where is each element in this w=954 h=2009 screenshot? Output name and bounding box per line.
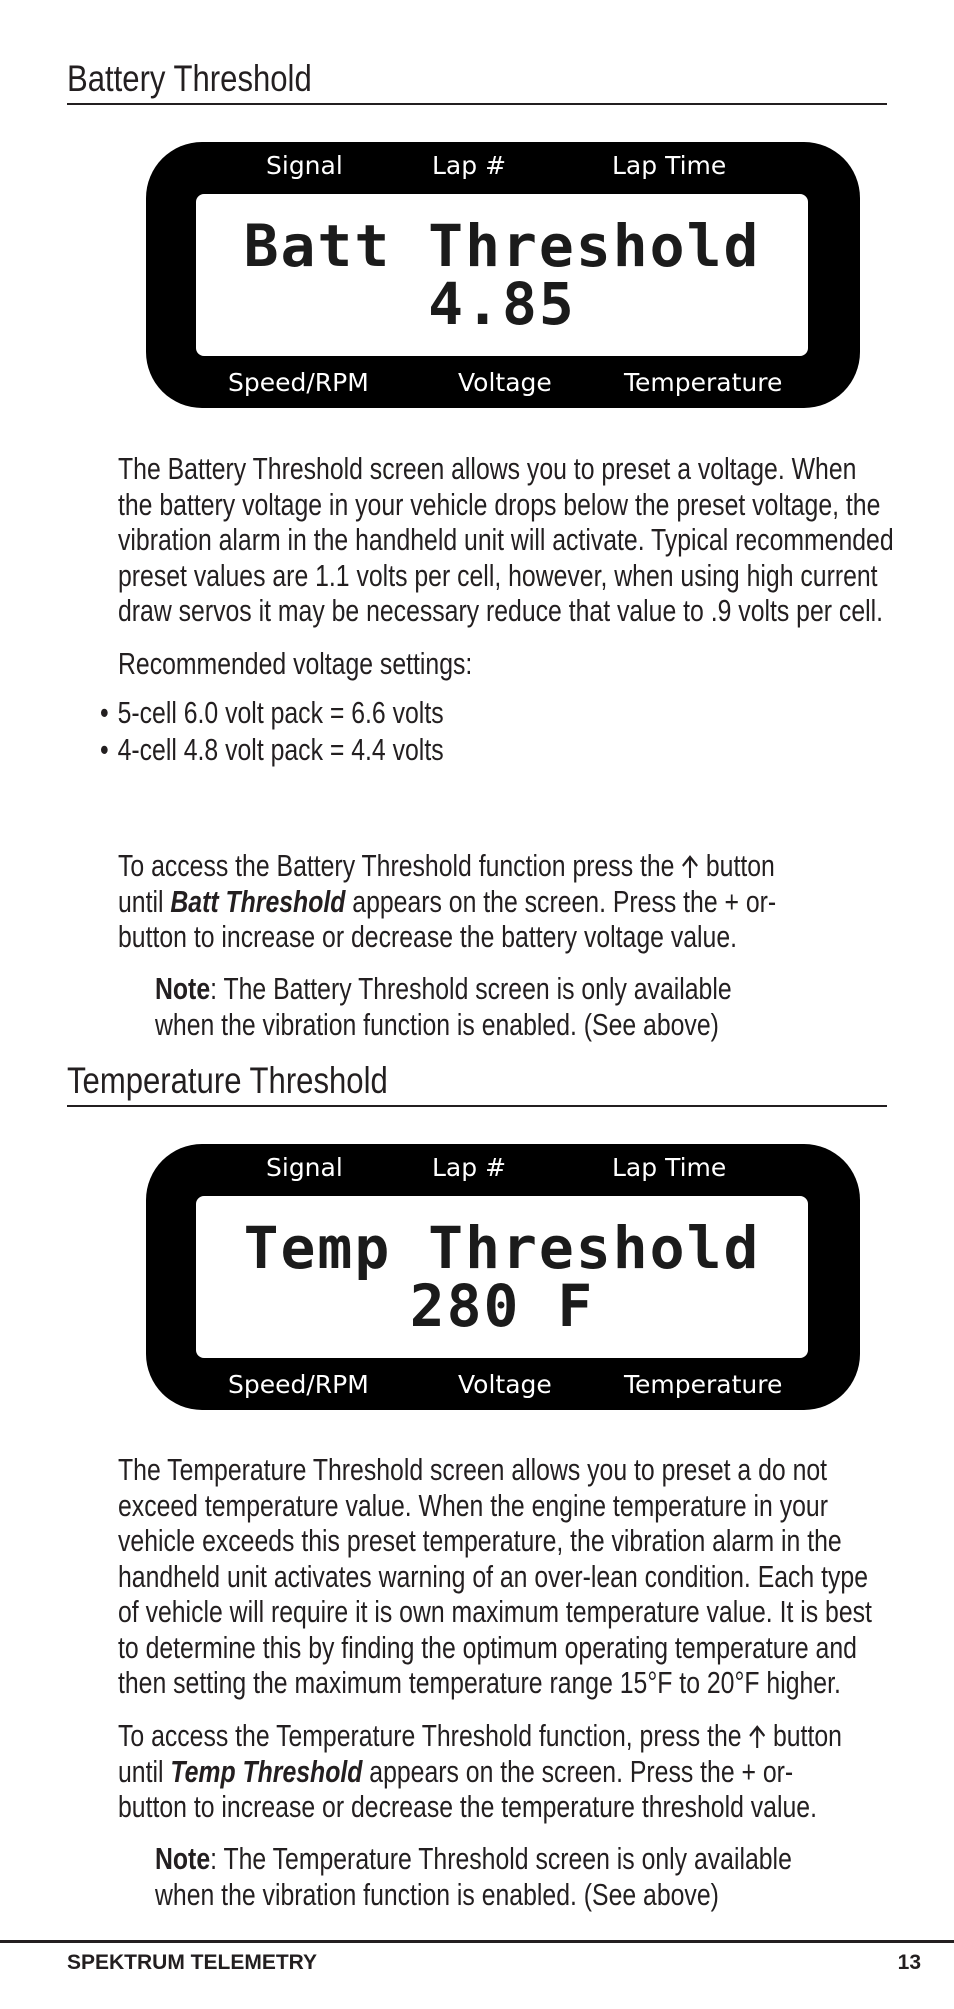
lcd-line-1: Batt Threshold <box>243 212 761 280</box>
text-segment: : The Battery Threshold screen is only available <box>210 971 732 1006</box>
lcd-label-speed-rpm: Speed/RPM <box>228 1370 369 1399</box>
lcd-label-temperature: Temperature <box>624 1370 783 1399</box>
temperature-note <box>155 1841 875 1912</box>
text-line: of vehicle will require it is own maximum temperature value. It is best <box>118 1594 872 1629</box>
lcd-label-lap-number: Lap # <box>432 151 507 180</box>
list-item <box>100 694 444 731</box>
text-line: when the vibration function is enabled. (See above) <box>155 1006 719 1042</box>
text-line: button to increase or decrease the battery voltage value. <box>118 919 738 954</box>
list-item-text: 5-cell 6.0 volt pack = 6.6 volts <box>117 695 444 730</box>
text-line <box>118 848 838 884</box>
recommended-settings-label: Recommended voltage settings: <box>118 646 473 681</box>
text-line: then setting the maximum temperature range 15°F to 20°F higher. <box>118 1665 841 1700</box>
text-line: to determine this by finding the optimum operating temperature and <box>118 1629 857 1665</box>
text-segment: button <box>772 1718 842 1753</box>
text-line: exceed temperature value. When the engine temperature in your <box>118 1487 828 1523</box>
text-line <box>118 1754 838 1790</box>
battery-description <box>118 451 894 629</box>
lcd-label-lap-time: Lap Time <box>612 151 727 180</box>
text-segment: appears on the screen. Press the + or- <box>369 1753 794 1789</box>
text-line: The Temperature Threshold screen allows you to preset a do not <box>118 1452 828 1487</box>
text-line: button to increase or decrease the temperature threshold value. <box>118 1789 817 1824</box>
footer-title: SPEKTRUM TELEMETRY <box>67 1951 318 1974</box>
text-line: when the vibration function is enabled. (See above) <box>155 1876 719 1912</box>
page-number: 13 <box>897 1951 921 1974</box>
lcd-line-2: 280 F <box>409 1272 595 1340</box>
text-segment: : The Temperature Threshold screen is only available <box>210 1841 792 1876</box>
list-item <box>100 731 444 768</box>
text-segment: To access the Battery Threshold function press the <box>118 848 675 883</box>
lcd-label-lap-number: Lap # <box>432 1153 507 1182</box>
text-line: handheld unit activates warning of an over-lean condition. Each type <box>118 1558 868 1594</box>
lcd-label-signal: Signal <box>266 1153 343 1182</box>
text-line: draw servos it may be necessary reduce that value to .9 volts per cell. <box>118 593 884 628</box>
text-line: the battery voltage in your vehicle drops below the preset voltage, the <box>118 486 881 522</box>
text-segment: until <box>118 883 164 919</box>
lcd-label-speed-rpm: Speed/RPM <box>228 368 369 397</box>
lcd-screen <box>196 1196 808 1358</box>
lcd-line-2: 4.85 <box>428 270 576 338</box>
note-label: Note <box>155 1841 211 1876</box>
text-line: preset values are 1.1 volts per cell, however, when using high current <box>118 557 878 593</box>
text-line <box>155 971 875 1007</box>
text-segment: until <box>118 1753 164 1789</box>
lcd-display-temperature <box>146 1144 860 1410</box>
text-line <box>118 1718 842 1754</box>
lcd-label-voltage: Voltage <box>458 368 552 397</box>
temperature-description <box>118 1452 872 1701</box>
up-arrow-icon <box>748 1725 766 1749</box>
up-arrow-icon <box>681 855 699 879</box>
text-line: vehicle exceeds this preset temperature, the vibration alarm in the <box>118 1523 842 1558</box>
list-item-text: 4-cell 4.8 volt pack = 4.4 volts <box>117 732 444 767</box>
bullet-icon: • <box>100 695 109 730</box>
text-segment: appears on the screen. Press the + or- <box>352 883 777 919</box>
text-line <box>118 884 838 920</box>
battery-access-instructions <box>118 848 838 955</box>
screen-name-emphasis: Batt Threshold <box>170 883 346 919</box>
lcd-label-signal: Signal <box>266 151 343 180</box>
footer-rule <box>0 1940 954 1943</box>
section-heading-battery-threshold: Battery Threshold <box>67 58 312 99</box>
note-label: Note <box>155 971 211 1006</box>
lcd-label-voltage: Voltage <box>458 1370 552 1399</box>
text-line: The Battery Threshold screen allows you to preset a voltage. When <box>118 451 857 486</box>
battery-note <box>155 971 875 1042</box>
lcd-label-temperature: Temperature <box>624 368 783 397</box>
heading-rule <box>67 1105 887 1107</box>
section-heading-temperature-threshold: Temperature Threshold <box>67 1060 388 1101</box>
heading-rule <box>67 103 887 105</box>
lcd-label-lap-time: Lap Time <box>612 1153 727 1182</box>
screen-name-emphasis: Temp Threshold <box>170 1753 363 1789</box>
text-line <box>155 1841 875 1877</box>
bullet-icon: • <box>100 732 109 767</box>
text-segment: button <box>705 848 775 883</box>
temperature-access-instructions <box>118 1718 842 1825</box>
lcd-display-battery <box>146 142 860 408</box>
lcd-line-1: Temp Threshold <box>243 1214 761 1282</box>
voltage-settings-list <box>100 694 444 768</box>
lcd-screen <box>196 194 808 356</box>
text-segment: To access the Temperature Threshold function, press the <box>118 1718 742 1753</box>
text-line: vibration alarm in the handheld unit will activate. Typical recommended <box>118 522 894 557</box>
